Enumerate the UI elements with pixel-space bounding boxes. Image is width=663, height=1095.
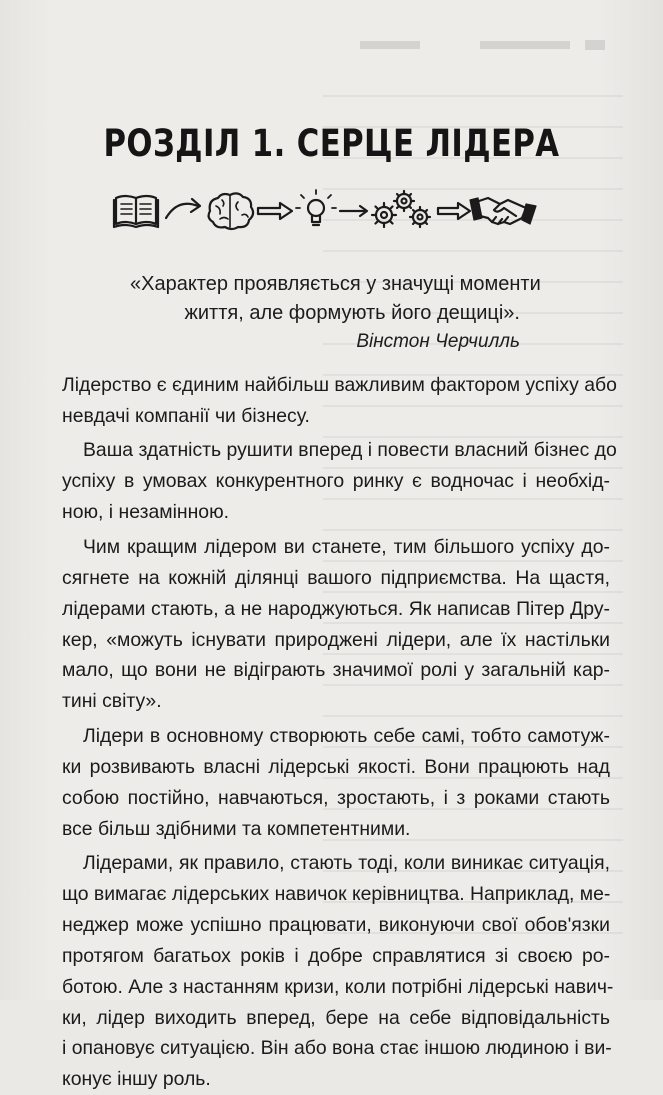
text-line: Лідери в основному створюють себе самі, тобто самотуж- [83, 724, 610, 747]
text-line: кер, «можуть існувати природжені лідери, але їх настільки [62, 628, 610, 651]
epigraph [130, 270, 541, 357]
text-line: ки, лідер виходить вперед, бере на себе відповідальність [62, 1006, 610, 1029]
paragraph [62, 532, 610, 717]
text-line: Чим кращим лідером ви станете, тим більшого успіху до- [83, 535, 610, 558]
text-line: і опановує ситуацією. Він або вона стає іншою людиною і ви- [62, 1037, 612, 1060]
epigraph-line: життя, але формують його дещиці». [184, 301, 520, 324]
text-line: ною, і незамінною. [62, 501, 230, 524]
text-line: ботою. Але з настанням кризи, коли потрібні лідерські навич- [62, 975, 614, 998]
text-line: невдачі компанії чи бізнесу. [62, 404, 310, 427]
text-line: все більш здібними та компетентними. [62, 817, 411, 840]
text-line: Ваша здатність рушити вперед і повести власний бізнес до [83, 439, 617, 462]
line-arrow-icon [340, 206, 367, 216]
text-line: успіху в умовах конкурентного ринку є водночас і необхід- [62, 470, 610, 493]
epigraph-line: «Характер проявляється у значущі моменти [130, 273, 541, 295]
epigraph-author: Вінстон Черчилль [356, 331, 520, 352]
text-line: що вимагає лідерських навичок керівництва. Наприклад, ме- [62, 883, 611, 905]
paragraph [62, 435, 617, 528]
paragraph [62, 370, 617, 432]
lightbulb-icon [296, 190, 336, 225]
text-line: сягнете на кожній ділянці вашого підприємства. На щастя, [62, 566, 610, 589]
text-line: протягом багатьох років і добре справлятися зі своєю ро- [62, 944, 610, 967]
chapter-title: РОЗДІЛ 1. СЕРЦЕ ЛІДЕРА [103, 122, 560, 165]
book-icon [114, 196, 158, 227]
text-line: конує іншу роль. [62, 1068, 211, 1091]
chapter-body [62, 370, 617, 1095]
text-line: лідерами стають, а не народжуються. Як написав Пітер Дру- [62, 597, 610, 620]
bleed-through-marks [360, 38, 610, 52]
paragraph [62, 848, 614, 1095]
text-line: Лідерами, як правило, стають тоді, коли виникає ситуація, [83, 852, 610, 875]
arrow-right-icon [258, 203, 292, 219]
bleed-through-header [360, 38, 610, 52]
text-line: мало, що вони не відіграють значимої ролі у загальній кар- [62, 659, 610, 682]
text-line: тині світу». [62, 690, 162, 713]
brain-icon [209, 193, 254, 229]
text-line: ки розвивають власні лідерські якості. Вони працюють над [62, 755, 610, 778]
text-line: неджер може успішно працювати, виконуючи свої обов'язки [62, 913, 610, 936]
arrow-right-icon [438, 203, 470, 219]
handshake-icon [470, 198, 536, 224]
chapter-icon-strip [112, 186, 544, 234]
paragraph [62, 721, 610, 845]
curved-arrow-icon [166, 199, 200, 218]
text-line: собою постійно, навчаються, зростають, і з роками стають [62, 786, 610, 809]
text-line: Лідерство є єдиним найбільш важливим фактором успіху або [62, 374, 617, 396]
gears-icon [372, 191, 430, 227]
